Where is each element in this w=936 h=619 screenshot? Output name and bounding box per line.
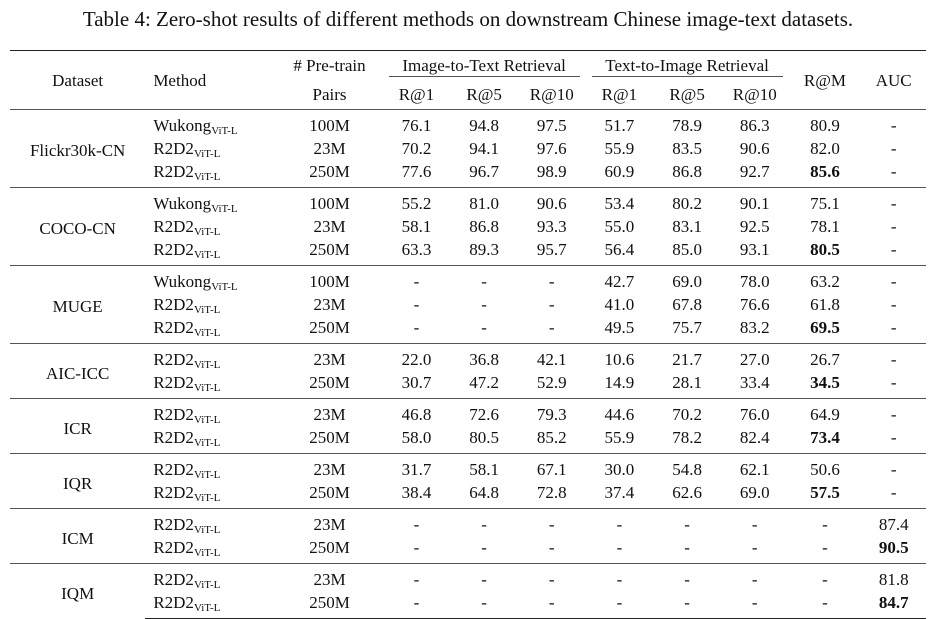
i2t-r1-cell: 46.8 (383, 399, 451, 427)
t2i-r5-cell: - (684, 538, 690, 557)
method-cell (145, 137, 276, 160)
method-cell (145, 426, 276, 454)
i2t-r10-cell: 95.7 (536, 240, 567, 259)
rm-cell: 63.2 (789, 266, 862, 294)
method-backbone: ViT-L (193, 492, 221, 504)
method-name: R2D2 (153, 350, 194, 369)
method-backbone: ViT-L (193, 148, 221, 160)
i2t-r10-cell: 93.3 (536, 217, 567, 236)
i2t-r5-cell: 58.1 (450, 454, 518, 482)
i2t-r5-cell: - (450, 509, 518, 537)
i2t-r5-cell: - (450, 591, 518, 619)
rm-cell: 75.1 (789, 188, 862, 216)
method-cell (145, 160, 276, 188)
method-backbone: ViT-L (193, 171, 221, 183)
auc-cell: 81.8 (861, 564, 926, 592)
auc-cell: - (890, 162, 897, 181)
i2t-r1-cell: - (413, 295, 420, 314)
i2t-r1-cell: 38.4 (401, 483, 432, 502)
auc-cell: - (890, 373, 897, 392)
t2i-r1-cell: 51.7 (586, 110, 654, 138)
table-row (10, 188, 926, 216)
header-group-t2i (586, 51, 789, 81)
rm-cell: 50.6 (789, 454, 862, 482)
t2i-r5-cell: 85.0 (672, 240, 702, 259)
t2i-r10-cell: - (721, 591, 789, 619)
pairs-cell: 250M (309, 428, 350, 447)
i2t-r10-cell: - (548, 318, 555, 337)
method-name: R2D2 (153, 570, 194, 589)
t2i-r5-cell: 80.2 (653, 188, 721, 216)
i2t-r1-cell: 76.1 (383, 110, 451, 138)
table-row (10, 481, 926, 509)
rm-cell: 61.8 (810, 295, 840, 314)
method-cell (145, 293, 276, 316)
method-name: R2D2 (153, 162, 194, 181)
method-name: R2D2 (153, 460, 194, 479)
i2t-r10-cell: 97.6 (536, 139, 567, 158)
method-cell (145, 110, 276, 138)
t2i-r10-cell: 86.3 (721, 110, 789, 138)
pairs-cell: 250M (309, 538, 350, 557)
method-cell (145, 509, 276, 537)
t2i-r5-cell: 69.0 (653, 266, 721, 294)
method-backbone: ViT-L (211, 203, 238, 215)
table-row (10, 266, 926, 294)
rm-cell: 26.7 (789, 344, 862, 372)
t2i-r10-cell: 69.0 (739, 483, 770, 502)
t2i-r10-cell: 33.4 (739, 373, 770, 392)
t2i-r5-cell: 67.8 (672, 295, 702, 314)
table-row (10, 371, 926, 399)
t2i-r5-cell: 70.2 (653, 399, 721, 427)
t2i-r5-cell: 54.8 (653, 454, 721, 482)
table-row (10, 509, 926, 537)
method-backbone: ViT-L (193, 469, 221, 481)
method-cell (145, 536, 276, 564)
method-cell (145, 481, 276, 509)
table-row (10, 238, 926, 266)
i2t-r10-cell: 42.1 (518, 344, 586, 372)
method-cell (145, 454, 276, 482)
i2t-r1-cell: - (383, 591, 451, 619)
auc-cell: - (861, 344, 926, 372)
header-rm: R@M (789, 51, 862, 110)
method-backbone: ViT-L (193, 414, 221, 426)
i2t-r5-cell: 96.7 (469, 162, 499, 181)
method-backbone: ViT-L (193, 579, 221, 591)
rm-cell: 64.9 (789, 399, 862, 427)
table-row (10, 591, 926, 619)
rm-cell: - (789, 564, 862, 592)
method-backbone: ViT-L (193, 304, 221, 316)
t2i-r10-cell: 62.1 (721, 454, 789, 482)
t2i-r1-cell: 14.9 (604, 373, 635, 392)
method-cell (145, 188, 276, 216)
auc-cell: - (861, 399, 926, 427)
t2i-r1-cell: 55.9 (604, 428, 635, 447)
method-name: R2D2 (153, 295, 194, 314)
pairs-cell: 250M (276, 591, 382, 619)
pairs-cell: 100M (276, 110, 382, 138)
t2i-r1-cell: 30.0 (586, 454, 654, 482)
i2t-r5-cell: 36.8 (450, 344, 518, 372)
pairs-cell: 250M (309, 240, 350, 259)
pairs-cell: 23M (313, 217, 346, 236)
t2i-r5-cell: 75.7 (672, 318, 702, 337)
i2t-r5-cell: - (481, 318, 487, 337)
pairs-cell: 100M (276, 266, 382, 294)
rm-cell: 78.1 (810, 217, 840, 236)
i2t-r10-cell: - (548, 295, 555, 314)
table-row (10, 137, 926, 160)
header-method: Method (145, 51, 276, 110)
header-t2i-r10: R@10 (732, 85, 777, 104)
table-row (10, 215, 926, 238)
rm-cell: 57.5 (810, 483, 840, 502)
method-name: R2D2 (153, 217, 194, 236)
method-cell (145, 344, 276, 372)
table-row (10, 110, 926, 138)
header-t2i: Text-to-Image Retrieval (592, 55, 783, 77)
t2i-r5-cell: 78.9 (653, 110, 721, 138)
dataset-name: ICR (10, 399, 145, 454)
t2i-r10-cell: 92.5 (739, 217, 770, 236)
method-name: R2D2 (153, 240, 194, 259)
dataset-name: ICM (10, 509, 145, 564)
i2t-r10-cell: - (518, 266, 586, 294)
t2i-r10-cell: 82.4 (739, 428, 770, 447)
i2t-r1-cell: 31.7 (383, 454, 451, 482)
pairs-cell: 23M (313, 295, 346, 314)
auc-cell: - (861, 266, 926, 294)
method-name: R2D2 (153, 428, 194, 447)
t2i-r1-cell: - (586, 509, 654, 537)
pairs-cell: 250M (309, 373, 350, 392)
rm-cell: - (822, 538, 828, 557)
t2i-r5-cell: 83.1 (672, 217, 702, 236)
i2t-r5-cell: 64.8 (469, 483, 499, 502)
pairs-cell: 23M (276, 344, 382, 372)
results-table (10, 50, 926, 619)
dataset-name: IQM (10, 564, 145, 619)
i2t-r5-cell: 72.6 (450, 399, 518, 427)
i2t-r1-cell: - (383, 564, 451, 592)
method-name: R2D2 (153, 373, 194, 392)
method-backbone: ViT-L (193, 327, 221, 339)
header-auc: AUC (861, 51, 926, 110)
rm-cell: 34.5 (810, 373, 840, 392)
i2t-r10-cell: - (548, 538, 555, 557)
method-backbone: ViT-L (211, 281, 238, 293)
t2i-r1-cell: 37.4 (604, 483, 635, 502)
t2i-r1-cell: - (616, 538, 623, 557)
t2i-r5-cell: 83.5 (672, 139, 702, 158)
method-backbone: ViT-L (193, 359, 221, 371)
auc-cell: - (861, 110, 926, 138)
method-cell (145, 266, 276, 294)
i2t-r10-cell: 90.6 (518, 188, 586, 216)
i2t-r5-cell: - (450, 266, 518, 294)
t2i-r1-cell: - (586, 564, 654, 592)
pairs-cell: 250M (309, 483, 350, 502)
t2i-r5-cell: 86.8 (672, 162, 702, 181)
method-name: R2D2 (153, 515, 194, 534)
t2i-r10-cell: 93.1 (739, 240, 770, 259)
t2i-r10-cell: 83.2 (739, 318, 770, 337)
header-dataset: Dataset (10, 51, 145, 110)
pairs-cell: 23M (276, 509, 382, 537)
method-backbone: ViT-L (193, 249, 221, 261)
method-backbone: ViT-L (211, 125, 238, 137)
table-body (10, 110, 926, 619)
i2t-r1-cell: - (383, 509, 451, 537)
i2t-r1-cell: 30.7 (401, 373, 432, 392)
i2t-r1-cell: 58.1 (401, 217, 432, 236)
method-cell (145, 238, 276, 266)
table-row (10, 316, 926, 344)
method-name: Wukong (153, 194, 212, 213)
auc-cell: - (890, 428, 897, 447)
i2t-r1-cell: 22.0 (383, 344, 451, 372)
header-t2i-r1: R@1 (601, 85, 638, 104)
header-pairs-line2: Pairs (312, 85, 347, 104)
t2i-r1-cell: 55.9 (604, 139, 635, 158)
i2t-r10-cell: 52.9 (536, 373, 567, 392)
pairs-cell: 100M (276, 188, 382, 216)
auc-cell: 84.7 (861, 591, 926, 619)
t2i-r1-cell: 10.6 (586, 344, 654, 372)
t2i-r1-cell: 60.9 (604, 162, 635, 181)
t2i-r1-cell: 55.0 (604, 217, 635, 236)
table-row (10, 536, 926, 564)
t2i-r1-cell: 42.7 (586, 266, 654, 294)
i2t-r1-cell: 58.0 (401, 428, 432, 447)
pairs-cell: 23M (276, 564, 382, 592)
auc-cell: 87.4 (861, 509, 926, 537)
method-backbone: ViT-L (193, 382, 221, 394)
i2t-r1-cell: 63.3 (401, 240, 432, 259)
i2t-r5-cell: 86.8 (469, 217, 499, 236)
method-cell (145, 316, 276, 344)
i2t-r10-cell: 98.9 (536, 162, 567, 181)
header-t2i-r5: R@5 (669, 85, 705, 104)
rm-cell: 80.5 (810, 240, 840, 259)
method-cell (145, 371, 276, 399)
t2i-r5-cell: 28.1 (672, 373, 702, 392)
t2i-r1-cell: 49.5 (604, 318, 635, 337)
pairs-cell: 23M (276, 454, 382, 482)
i2t-r5-cell: 94.1 (469, 139, 499, 158)
t2i-r5-cell: - (653, 564, 721, 592)
method-name: R2D2 (153, 593, 194, 612)
header-i2t-r10: R@10 (529, 85, 574, 104)
auc-cell: - (890, 139, 897, 158)
pairs-cell: 23M (276, 399, 382, 427)
rm-cell: 80.9 (789, 110, 862, 138)
t2i-r10-cell: - (751, 538, 758, 557)
method-cell (145, 591, 276, 619)
table-row (10, 160, 926, 188)
auc-cell: - (861, 454, 926, 482)
i2t-r5-cell: 47.2 (469, 373, 499, 392)
i2t-r5-cell: - (481, 295, 487, 314)
table-row (10, 399, 926, 427)
i2t-r1-cell: 77.6 (401, 162, 432, 181)
i2t-r5-cell: - (481, 538, 487, 557)
header-i2t-r1: R@1 (398, 85, 435, 104)
method-cell (145, 564, 276, 592)
table-row (10, 454, 926, 482)
t2i-r5-cell: 78.2 (672, 428, 702, 447)
t2i-r5-cell: - (653, 509, 721, 537)
method-backbone: ViT-L (193, 547, 221, 559)
t2i-r5-cell: 21.7 (653, 344, 721, 372)
i2t-r5-cell: 94.8 (450, 110, 518, 138)
dataset-name: COCO-CN (10, 188, 145, 266)
rm-cell: - (789, 509, 862, 537)
method-name: Wukong (153, 272, 212, 291)
auc-cell: - (890, 295, 897, 314)
t2i-r10-cell: 27.0 (721, 344, 789, 372)
i2t-r10-cell: 79.3 (518, 399, 586, 427)
header-i2t-r5: R@5 (466, 85, 502, 104)
dataset-name: MUGE (10, 266, 145, 344)
t2i-r10-cell: 92.7 (739, 162, 770, 181)
rm-cell: 85.6 (810, 162, 840, 181)
t2i-r1-cell: 56.4 (604, 240, 635, 259)
i2t-r10-cell: - (518, 564, 586, 592)
pairs-cell: 23M (313, 139, 346, 158)
i2t-r10-cell: 97.5 (518, 110, 586, 138)
i2t-r1-cell: - (413, 318, 420, 337)
t2i-r1-cell: 53.4 (586, 188, 654, 216)
t2i-r1-cell: - (586, 591, 654, 619)
t2i-r10-cell: - (721, 564, 789, 592)
pairs-cell: 250M (309, 162, 350, 181)
dataset-name: IQR (10, 454, 145, 509)
header-i2t: Image-to-Text Retrieval (389, 55, 580, 77)
i2t-r10-cell: 85.2 (536, 428, 567, 447)
t2i-r5-cell: - (653, 591, 721, 619)
rm-cell: 73.4 (810, 428, 840, 447)
auc-cell: - (890, 483, 897, 502)
header-group-i2t (383, 51, 586, 81)
i2t-r10-cell: - (518, 509, 586, 537)
i2t-r5-cell: 89.3 (469, 240, 499, 259)
t2i-r10-cell: 76.6 (739, 295, 770, 314)
dataset-name: Flickr30k-CN (10, 110, 145, 188)
t2i-r10-cell: 78.0 (721, 266, 789, 294)
t2i-r10-cell: 90.1 (721, 188, 789, 216)
method-backbone: ViT-L (193, 524, 221, 536)
i2t-r1-cell: - (413, 538, 420, 557)
table-row (10, 293, 926, 316)
t2i-r1-cell: 44.6 (586, 399, 654, 427)
t2i-r1-cell: 41.0 (604, 295, 635, 314)
table-row (10, 426, 926, 454)
method-backbone: ViT-L (193, 226, 221, 238)
auc-cell: - (890, 217, 897, 236)
i2t-r10-cell: 72.8 (536, 483, 567, 502)
auc-cell: - (890, 318, 897, 337)
i2t-r5-cell: - (450, 564, 518, 592)
t2i-r10-cell: 76.0 (721, 399, 789, 427)
rm-cell: 82.0 (810, 139, 840, 158)
header-pairs-line1: # Pre-train (276, 51, 382, 81)
i2t-r1-cell: - (383, 266, 451, 294)
auc-cell: - (861, 188, 926, 216)
t2i-r10-cell: - (721, 509, 789, 537)
method-name: Wukong (153, 116, 212, 135)
t2i-r10-cell: 90.6 (739, 139, 770, 158)
method-cell (145, 215, 276, 238)
method-name: R2D2 (153, 139, 194, 158)
table-row (10, 344, 926, 372)
i2t-r1-cell: 70.2 (401, 139, 432, 158)
method-name: R2D2 (153, 318, 194, 337)
table-caption: Table 4: Zero-shot results of different methods on downstream Chinese image-text datasets. (82, 7, 854, 31)
rm-cell: 69.5 (810, 318, 840, 337)
method-backbone: ViT-L (193, 437, 221, 449)
i2t-r10-cell: 67.1 (518, 454, 586, 482)
i2t-r5-cell: 80.5 (469, 428, 499, 447)
i2t-r1-cell: 55.2 (383, 188, 451, 216)
table-row (10, 564, 926, 592)
method-name: R2D2 (153, 538, 194, 557)
t2i-r5-cell: 62.6 (672, 483, 702, 502)
rm-cell: - (789, 591, 862, 619)
auc-cell: - (890, 240, 897, 259)
pairs-cell: 250M (309, 318, 350, 337)
method-backbone: ViT-L (193, 602, 221, 614)
method-name: R2D2 (153, 483, 194, 502)
i2t-r10-cell: - (518, 591, 586, 619)
method-name: R2D2 (153, 405, 194, 424)
method-cell (145, 399, 276, 427)
i2t-r5-cell: 81.0 (450, 188, 518, 216)
auc-cell: 90.5 (878, 538, 909, 557)
dataset-name: AIC-ICC (10, 344, 145, 399)
